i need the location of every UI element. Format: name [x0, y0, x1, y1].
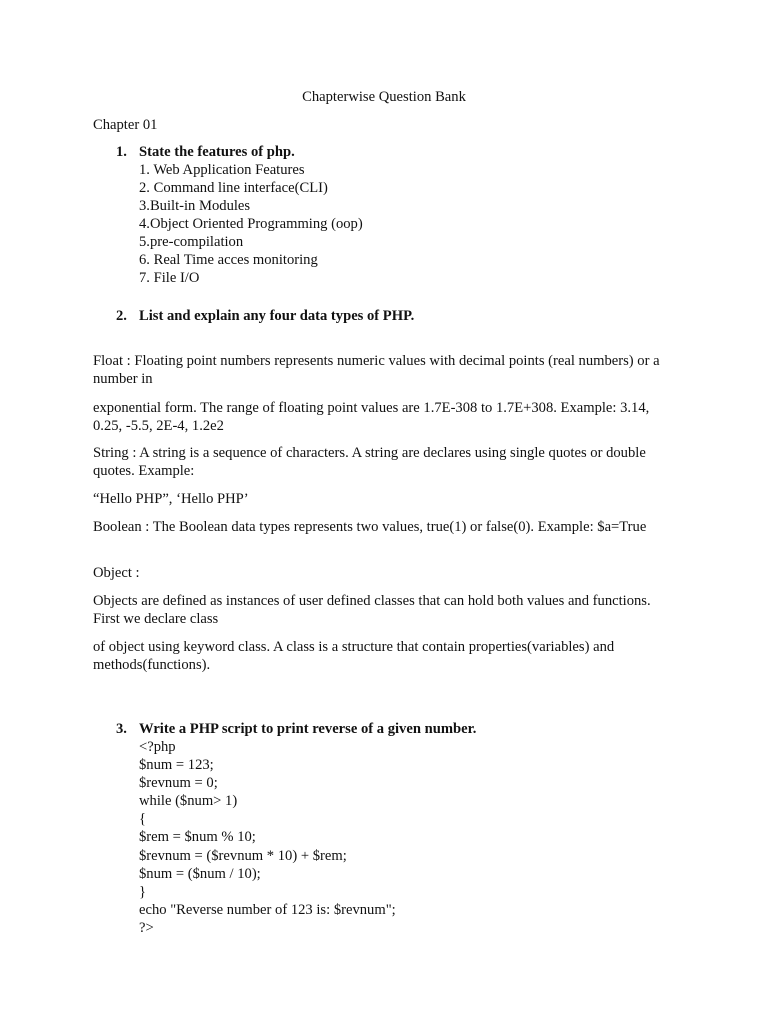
code-line: $revnum = ($revnum * 10) + $rem;	[139, 847, 347, 864]
chapter-heading: Chapter 01	[93, 117, 158, 133]
question-number: 2.	[116, 308, 127, 324]
code-line: {	[139, 811, 147, 828]
paragraph-object-2: of object using keyword class. A class is a structure that contain properties(variables) and methods(functions).	[93, 639, 615, 673]
question-2	[116, 307, 414, 325]
paragraph-float-1: Float : Floating point numbers represents numeric values with decimal points (real numbers) or a number in	[93, 353, 660, 387]
code-line: }	[139, 883, 147, 900]
list-item: 5.pre-compilation	[139, 234, 244, 250]
list-item: 3.Built-in Modules	[139, 198, 251, 214]
paragraph-boolean: Boolean : The Boolean data types represents two values, true(1) or false(0). Example: $a=True	[93, 519, 647, 535]
paragraph-float-2: exponential form. The range of floating point values are 1.7E-308 to 1.7E+308. Example: 3.14, 0.25, -5.5, 2E-4, 1.2e2	[93, 400, 650, 434]
question-text: List and explain any four data types of PHP.	[139, 308, 415, 324]
code-line: while ($num> 1)	[139, 793, 238, 810]
list-item: 2. Command line interface(CLI)	[139, 180, 328, 196]
list-item: 1. Web Application Features	[139, 162, 305, 178]
paragraph-object-1: Objects are defined as instances of user defined classes that can hold both values and functions. First we declare class	[93, 593, 651, 627]
php-code-block	[139, 738, 396, 937]
features-list	[139, 161, 363, 287]
code-line: <?php	[139, 739, 176, 755]
code-line: $rem = $num % 10;	[139, 829, 256, 846]
list-item: 4.Object Oriented Programming (oop)	[139, 216, 363, 232]
code-line: echo "Reverse number of 123 is: $revnum";	[139, 901, 396, 918]
code-line: $revnum = 0;	[139, 775, 218, 792]
paragraph-object-label: Object :	[93, 565, 140, 581]
question-text: State the features of php.	[139, 144, 295, 160]
code-line: $num = ($num / 10);	[139, 865, 261, 882]
document-title: Chapterwise Question Bank	[302, 89, 466, 105]
question-number: 3.	[116, 721, 127, 737]
question-text: Write a PHP script to print reverse of a given number.	[139, 721, 477, 737]
question-1	[116, 143, 295, 161]
list-item: 7. File I/O	[139, 270, 200, 286]
paragraph-string-example: “Hello PHP”, ‘Hello PHP’	[93, 491, 249, 507]
code-line: ?>	[139, 919, 154, 936]
question-number: 1.	[116, 144, 127, 160]
paragraph-string: String : A string is a sequence of characters. A string are declares using single quotes or double quotes. Example:	[93, 445, 646, 479]
list-item: 6. Real Time acces monitoring	[139, 252, 318, 268]
question-3	[116, 720, 476, 738]
code-line: $num = 123;	[139, 757, 214, 774]
